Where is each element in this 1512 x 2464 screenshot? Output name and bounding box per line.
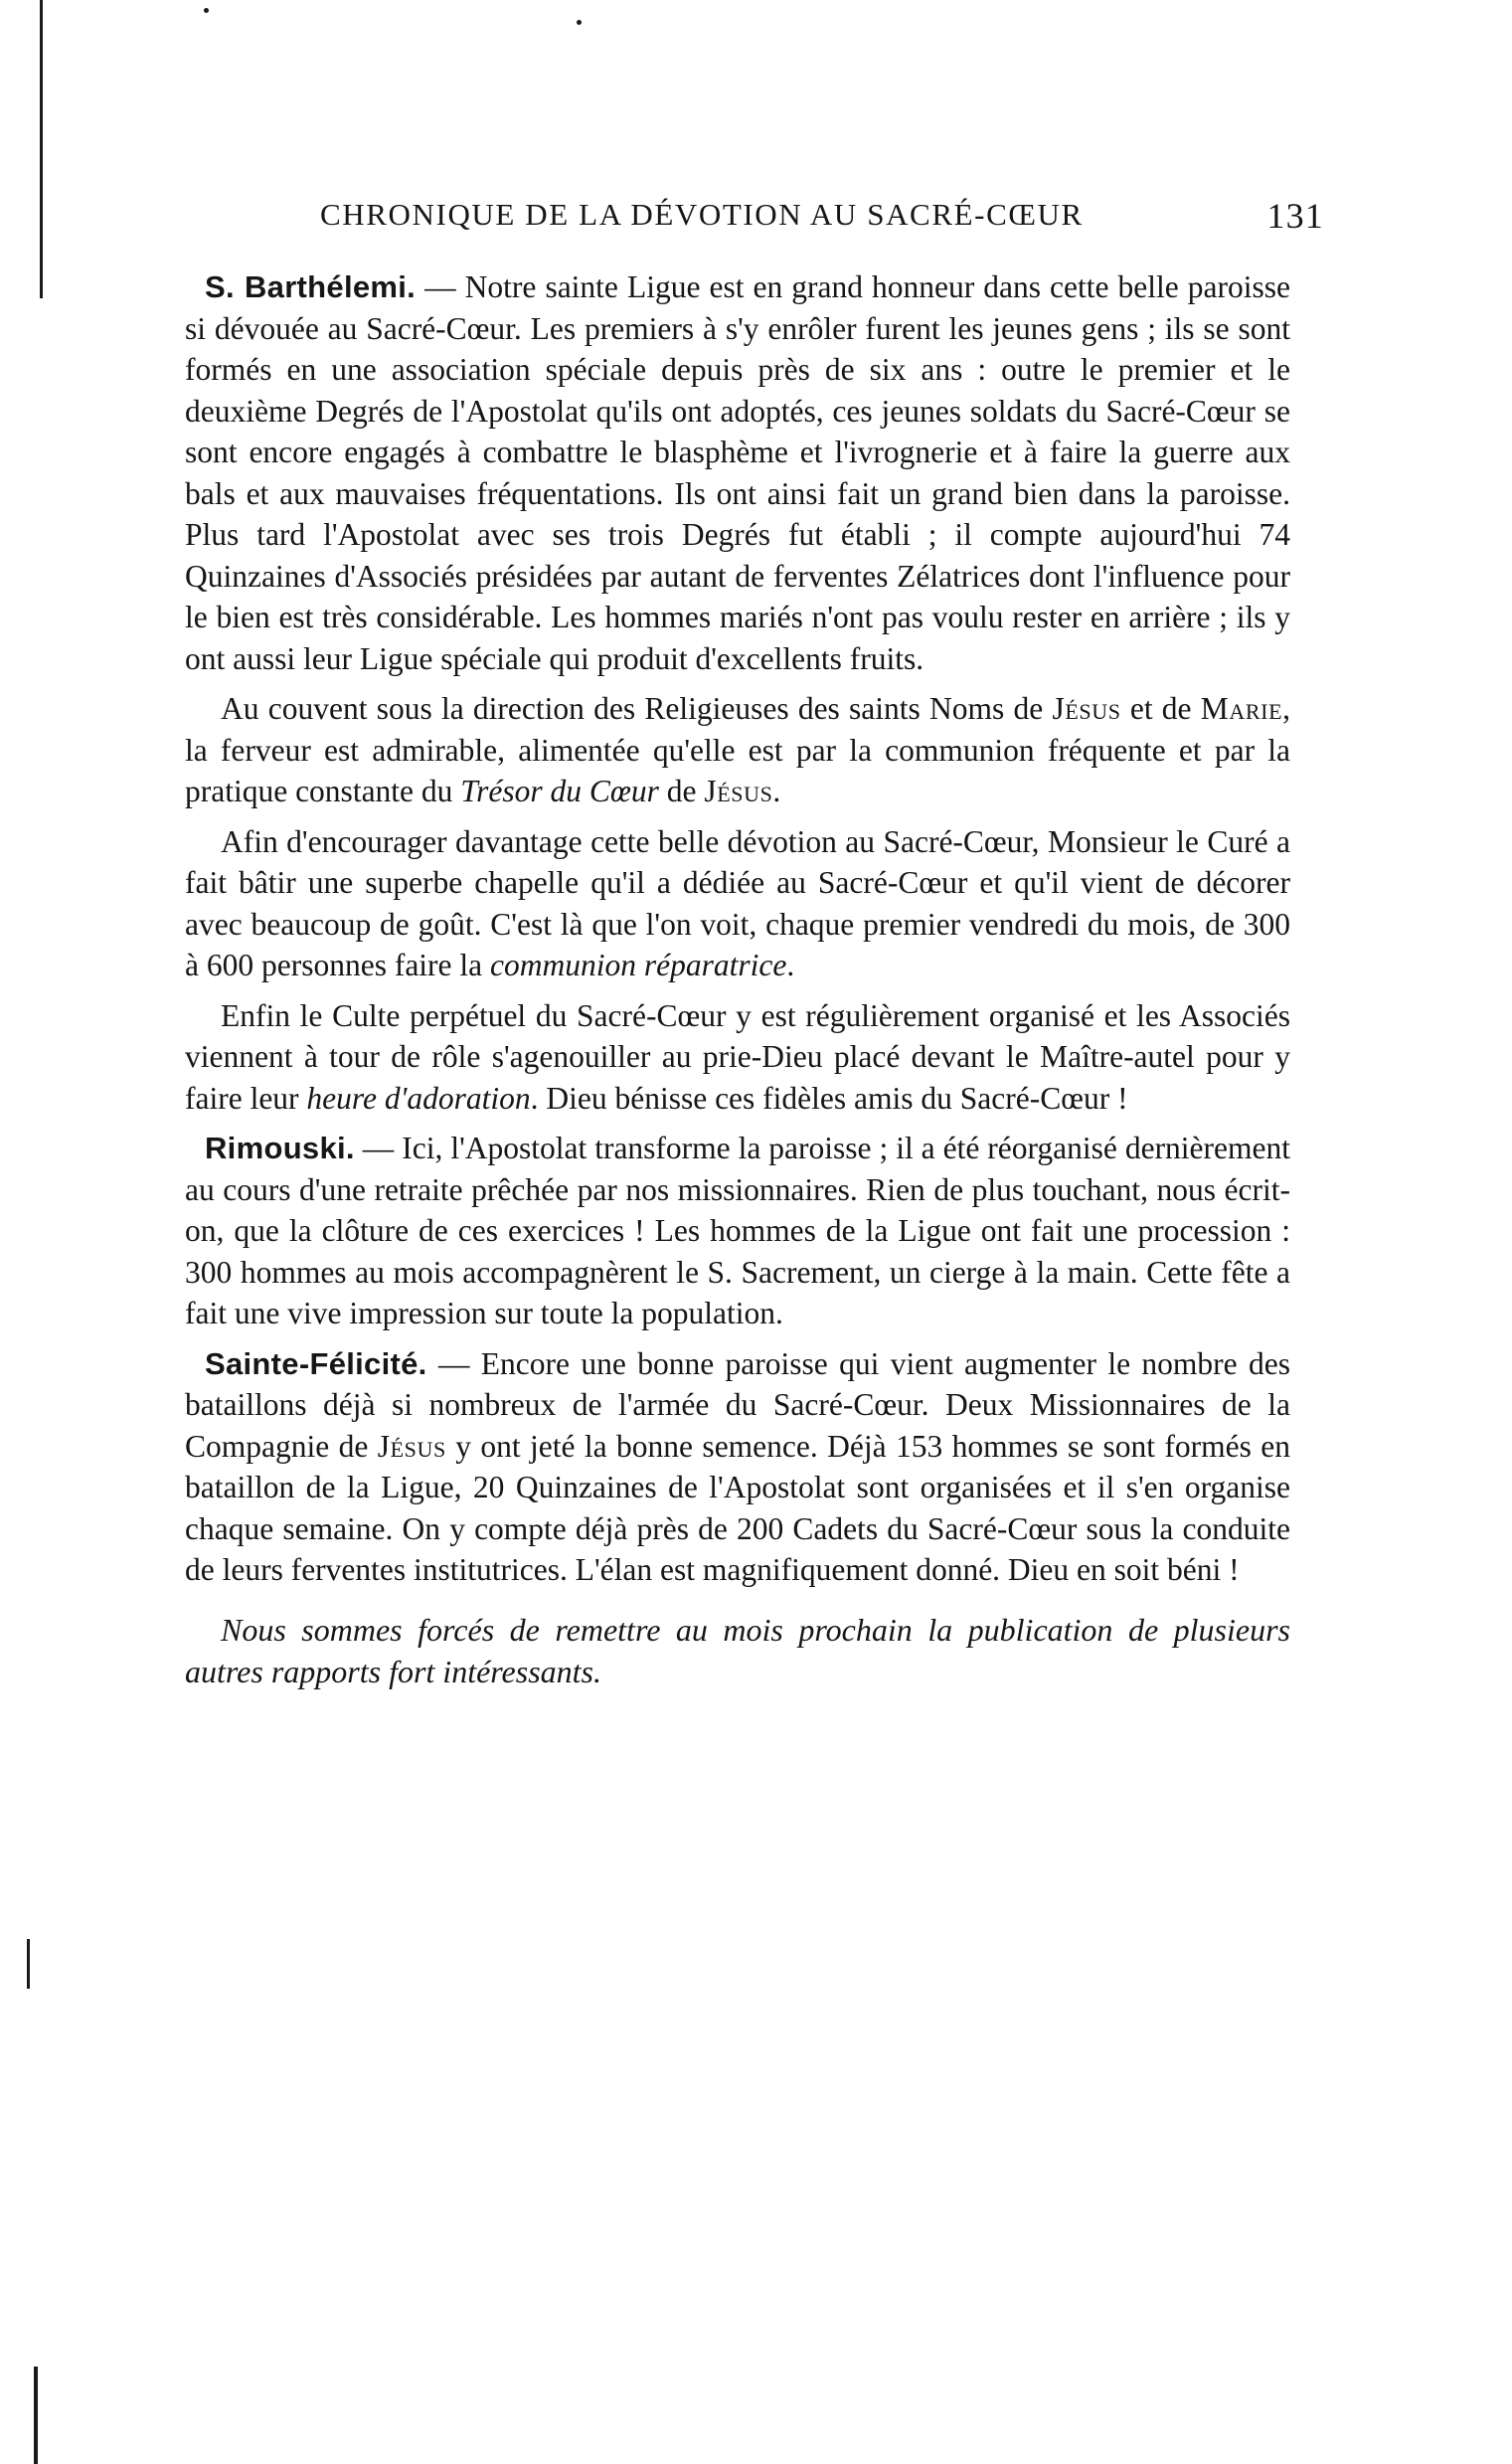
paragraph-text: Afin d'encourager davantage cette belle dévotion au Sacré-Cœur, Monsieur le Curé a fait bâtir une superbe chapelle qu'il a dédiée au Sacré-Cœur et qu'il vient de décorer avec beaucoup de goût. C'est là que l'on voit, chaque premier vendredi du mois, de 300 à 600 personnes faire la	[185, 823, 1290, 982]
paragraph-lead: S. Barthélemi.	[205, 269, 417, 304]
paragraph-chapelle	[185, 821, 1290, 986]
paragraph-text: .	[772, 774, 781, 808]
paragraph-text: — Ici, l'Apostolat transforme la paroisse ; il a été réorganisé dernièrement au cours d'une retraite prêchée par nos missionnaires. Rien de plus touchant, nous écrit-on, que la clôture de ces exercices ! Les hommes de la Ligue ont fait une procession : 300 hommes au mois accompagnèrent le S. Sacrement, un cierge à la main. Cette fête a fait une vive impression sur toute la population.	[185, 1131, 1290, 1330]
article-body	[185, 266, 1290, 1701]
binding-edge-line	[34, 2367, 38, 2464]
small-caps-name: Jésus	[1052, 691, 1121, 726]
paragraph-barthelemi	[185, 266, 1290, 679]
paragraph-text: — Encore une bonne paroisse qui vient augmenter le nombre des bataillons déjà si nombreux de l'armée du Sacré-Cœur. Deux Missionnaires de la Compagnie de	[185, 1345, 1290, 1464]
binding-edge-line	[40, 0, 43, 298]
paragraph-text: y ont jeté la bonne semence. Déjà 153 hommes se sont formés en bataillon de la Ligue, 20 Quinzaines de l'Apostolat sont organisées et il s'en organise chaque semaine. On y compte déjà près de 200 Cadets du Sacré-Cœur sous la conduite de leurs ferventes institutrices. L'élan est magnifiquement donné. Dieu en soit béni !	[185, 1428, 1290, 1587]
paragraph-text: de	[658, 774, 705, 808]
small-caps-name: Jésus	[704, 774, 773, 808]
closing-note: Nous sommes forcés de remettre au mois prochain la publication de plusieurs autres rapports fort intéressants.	[185, 1611, 1290, 1689]
margin-mark	[204, 8, 209, 13]
small-caps-name: Marie	[1200, 691, 1283, 726]
running-header	[320, 189, 1324, 249]
italic-phrase: Trésor du Cœur	[460, 774, 659, 808]
page-number: 131	[1266, 196, 1324, 236]
margin-mark	[27, 1939, 30, 1989]
paragraph-culte	[185, 995, 1290, 1120]
paragraph-text: . Dieu bénisse ces fidèles amis du Sacré-Cœur !	[530, 1080, 1128, 1116]
paragraph-rimouski	[185, 1128, 1290, 1334]
paragraph-lead: Sainte-Félicité.	[205, 1345, 427, 1381]
paragraph-text: , la ferveur est admirable, alimentée qu'elle est par la communion fréquente et par la pratique constante du	[185, 691, 1290, 808]
paragraph-lead: Rimouski.	[205, 1131, 355, 1165]
italic-phrase: communion réparatrice	[490, 948, 787, 982]
italic-phrase: heure d'adoration	[306, 1080, 531, 1116]
paragraph-text: et de	[1120, 691, 1201, 726]
paragraph-text: Au couvent sous la direction des Religieuses des saints Noms de	[221, 691, 1053, 726]
running-title: CHRONIQUE DE LA DÉVOTION AU SACRÉ-CŒUR	[320, 197, 1084, 232]
paragraph-text: Enfin le Culte perpétuel du Sacré-Cœur y est régulièrement organisé et les Associés viennent à tour de rôle s'agenouiller au prie-Dieu placé devant le Maître-autel pour y faire leur	[185, 997, 1290, 1116]
margin-mark	[577, 20, 582, 25]
small-caps-name: Jésus	[377, 1428, 446, 1464]
paragraph-couvent	[185, 688, 1290, 812]
paragraph-text: .	[786, 948, 795, 982]
paragraph-text: — Notre sainte Ligue est en grand honneur dans cette belle paroisse si dévouée au Sacré-Cœur. Les premiers à s'y enrôler furent les jeunes gens ; ils se sont formés en une association spéciale depuis près de six ans : outre le premier et le deuxième Degrés de l'Apostolat qu'ils ont adoptés, ces jeunes soldats du Sacré-Cœur se sont encore engagés à combattre le blasphème et l'ivrognerie et à faire la guerre aux bals et aux mauvaises fréquentations. Ils ont ainsi fait un grand bien dans la paroisse. Plus tard l'Apostolat avec ses trois Degrés fut établi ; il compte aujourd'hui 74 Quinzaines d'Associés présidées par autant de ferventes Zélatrices dont l'influence pour le bien est très considérable. Les hommes mariés n'ont pas voulu rester en arrière ; ils y ont aussi leur Ligue spéciale qui produit d'excellents fruits.	[185, 269, 1290, 676]
paragraph-felicite	[185, 1343, 1290, 1591]
